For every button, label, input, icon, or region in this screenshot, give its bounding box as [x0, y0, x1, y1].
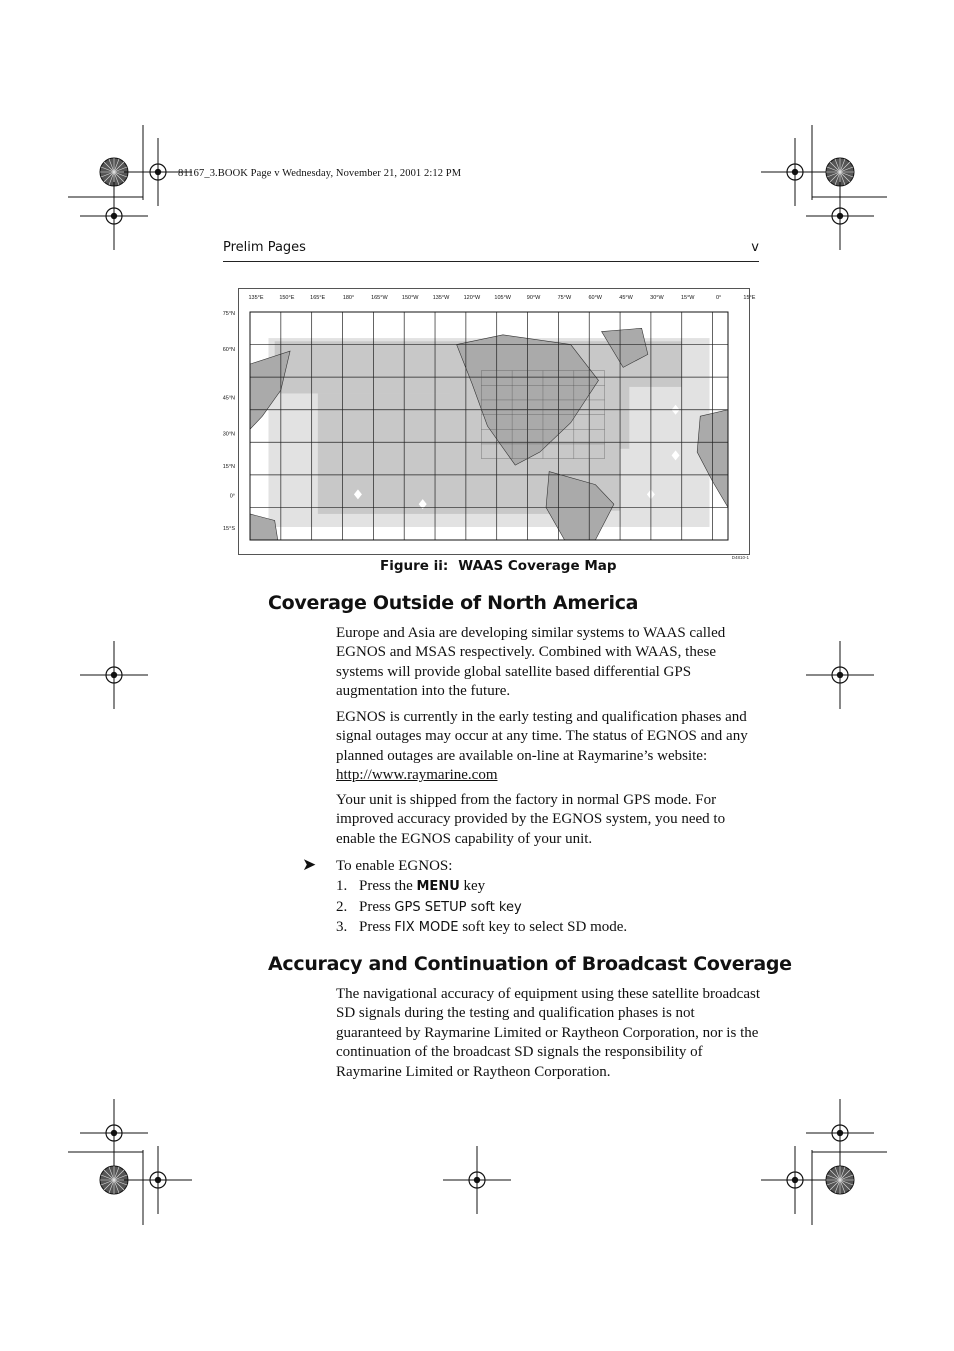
longitude-label: 15°W [680, 295, 695, 301]
raymarine-website-link[interactable]: http://www.raymarine.com [336, 767, 498, 784]
longitude-label: 105°W [494, 295, 511, 301]
figure-label: Figure ii: [380, 558, 449, 574]
longitude-label: 30°W [650, 295, 664, 301]
latitude-label: 30°N [222, 431, 235, 438]
latitude-label: 15°N [222, 464, 235, 471]
paragraph-gps-mode: Your unit is shipped from the factory in normal GPS mode. For improved accuracy provided by the EGNOS system, you need to enable the EGNOS capability of your unit. [336, 792, 726, 847]
longitude-label: 60°W [588, 295, 602, 301]
procedure-intro: To enable EGNOS: [336, 858, 453, 874]
procedure-arrow-icon: ➤ [302, 855, 317, 874]
latitude-label: 15°S [223, 525, 235, 532]
latitude-label: 60°N [222, 346, 235, 353]
longitude-label: 180° [342, 295, 355, 301]
longitude-label: 45°W [619, 295, 633, 301]
drawing-id-label: D4810-1 [731, 555, 749, 560]
procedure-step: 3. Press FIX MODE soft key to select SD mode. [336, 919, 628, 935]
longitude-label: 150°W [401, 295, 419, 301]
figure-title: WAAS Coverage Map [458, 558, 617, 574]
paragraph-egnos-status [336, 708, 760, 786]
menu-key-label: MENU [416, 879, 460, 894]
egnos-status-text: EGNOS is currently in the early testing and qualification phases and signal outages may occur at any time. The status of EGNOS and any planned outages are available on-line at Raymarine’s website: [336, 709, 748, 764]
step-number: 2. [336, 899, 348, 915]
fix-mode-key-label: FIX MODE [394, 920, 459, 935]
latitude-label: 0° [229, 493, 235, 500]
gps-setup-key-label: GPS SETUP soft key [394, 900, 522, 915]
procedure-step: 2. Press GPS SETUP soft key [336, 899, 522, 915]
paragraph-egnos-msas: Europe and Asia are developing similar systems to WAAS called EGNOS and MSAS respectively. Combined with WAAS, these systems will provide global satellite based differential GPS augmentation into the future. [336, 625, 726, 700]
waas-coverage-map [222, 288, 762, 568]
longitude-label: 165°E [310, 295, 326, 301]
longitude-label: 15°E [743, 295, 756, 301]
longitude-label: 135°E [248, 295, 264, 301]
longitude-label: 135°W [432, 295, 450, 301]
latitude-label: 45°N [222, 395, 235, 402]
paragraph-accuracy-disclaimer: The navigational accuracy of equipment using these satellite broadcast SD signals during the testing and qualification phases is not guaranteed by Raymarine Limited or Raytheon Corporation, nor is the continuation of the broadcast SD signals the responsibility of Raymarine Limited or Raytheon Corporation. [336, 986, 761, 1080]
section-heading-accuracy: Accuracy and Continuation of Broadcast Coverage [268, 953, 792, 975]
header-section-title: Prelim Pages [223, 240, 306, 255]
latitude-label: 75°N [222, 311, 235, 317]
longitude-label: 165°W [371, 295, 388, 301]
figure-caption [380, 558, 617, 574]
step-number: 3. [336, 919, 348, 935]
longitude-label: 75°W [557, 295, 572, 301]
running-header [223, 240, 759, 262]
longitude-label: 150°E [279, 295, 295, 301]
header-page-number: v [751, 240, 759, 255]
print-slug: 81167_3.BOOK Page v Wednesday, November 21, 2001 2:12 PM [178, 168, 462, 179]
longitude-label: 0° [715, 295, 722, 301]
longitude-label: 90°W [526, 295, 541, 301]
procedure-step: 1. Press the MENU key [336, 878, 486, 894]
section-heading-coverage: Coverage Outside of North America [268, 592, 639, 614]
longitude-label: 120°W [463, 295, 481, 301]
step-number: 1. [336, 878, 348, 894]
